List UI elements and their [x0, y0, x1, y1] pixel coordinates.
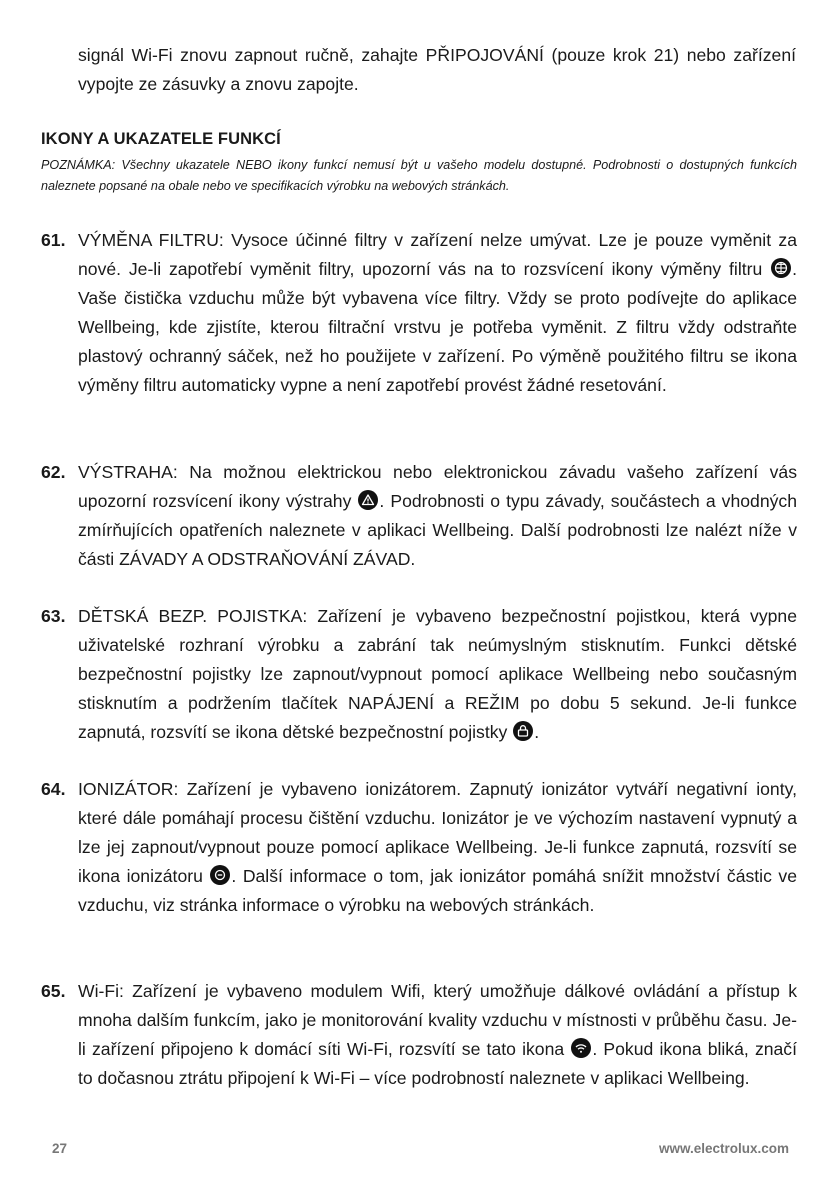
section-note: POZNÁMKA: Všechny ukazatele NEBO ikony funkcí nemusí být u vašeho modelu dostupné. Podrobnosti o dostupných funkcích naleznete popsané na obale nebo ve specifikacích výrobku na webových stránkách.: [41, 158, 797, 193]
warning-icon: [358, 490, 378, 510]
section-title: IKONY A UKAZATELE FUNKCÍ: [41, 130, 281, 148]
page-number: 27: [52, 1141, 68, 1156]
list-item-61: [41, 226, 797, 401]
item-number: 63.: [41, 606, 66, 626]
item-number: 65.: [41, 981, 66, 1001]
list-item-64: [41, 775, 797, 920]
item-number: 62.: [41, 462, 66, 482]
item-number: 61.: [41, 230, 66, 250]
item-text-start: VÝMĚNA FILTRU: Vysoce účinné filtry v zařízení nelze umývat. Lze je pouze vyměnit za nové. Je-li zapotřebí vyměnit filtry, upozorní vás na to rozsvícení ikony výměny filtru: [78, 230, 797, 280]
item-text-start: Wi-Fi: Zařízení je vybaveno modulem Wifi, který umožňuje dálkové ovládání a přístup k mnoha dalším funkcím, jako je monitorování kvality vzduchu v místnosti v průběhu času. Je-li zařízení připojeno k domácí síti Wi-Fi, rozsvítí se tato ikona: [78, 981, 797, 1060]
footer-url: www.electrolux.com: [658, 1141, 789, 1156]
intro-paragraph: signál Wi-Fi znovu zapnout ručně, zahajte PŘIPOJOVÁNÍ (pouze krok 21) nebo zařízení vypojte ze zásuvky a znovu zapojte.: [78, 45, 796, 94]
item-text-start: VÝSTRAHA: Na možnou elektrickou nebo elektronickou závadu vašeho zařízení vás upozorní rozsvícení ikony výstrahy: [78, 462, 797, 512]
child-lock-icon: [513, 721, 533, 741]
item-text-end: . Vaše čistička vzduchu může být vybavena více filtry. Vždy se proto podívejte do aplikace Wellbeing, kde zjistíte, kterou filtrační vrstvu je potřeba vyměnit. Z filtru vždy odstraňte plastový ochranný sáček, než ho použijete v zařízení. Po výměně použitého filtru se ikona výměny filtru automaticky vypne a není zapotřebí provést žádné resetování.: [78, 259, 797, 396]
item-text-start: IONIZÁTOR: Zařízení je vybaveno ionizátorem. Zapnutý ionizátor vytváří negativní ionty, které dále pomáhají procesu čištění vzduchu. Ionizátor je ve výchozím nastavení vypnutý a lze jej zapnout/vypnout pouze pomocí aplikace Wellbeing. Je-li funkce zapnutá, rozsvítí se ikona ionizátoru: [78, 779, 797, 887]
wifi-icon: [571, 1038, 591, 1058]
list-item-63: [41, 602, 797, 747]
item-text-end: . Další informace o tom, jak ionizátor pomáhá snížit množství částic ve vzduchu, viz stránka informace o výrobku na webových stránkách.: [78, 866, 797, 916]
item-text-end: . Podrobnosti o typu závady, součástech a vhodných zmírňujících opatřeních naleznete v aplikaci Wellbeing. Další podrobnosti lze nalézt níže v části ZÁVADY A ODSTRAŇOVÁNÍ ZÁVAD.: [78, 491, 798, 570]
item-text-end: .: [534, 722, 540, 743]
list-item-62: [41, 458, 797, 574]
item-text-end: . Pokud ikona bliká, značí to dočasnou ztrátu připojení k Wi-Fi – více podrobností naleznete v aplikaci Wellbeing.: [78, 1039, 797, 1089]
list-item-65: [41, 977, 797, 1093]
ionizer-icon: [210, 865, 230, 885]
filter-change-icon: [771, 258, 791, 278]
item-text-start: DĚTSKÁ BEZP. POJISTKA: Zařízení je vybaveno bezpečnostní pojistkou, která vypne uživatelské rozhraní výrobku a zabrání tak neúmyslným stisknutím. Funkci dětské bezpečnostní pojistky lze zapnout/vypnout pomocí aplikace Wellbeing nebo současným stisknutím a podržením tlačítek NAPÁJENÍ a REŽIM po dobu 5 sekund. Je-li funkce zapnutá, rozsvítí se ikona dětské bezpečnostní pojistky: [78, 606, 797, 743]
item-number: 64.: [41, 779, 66, 799]
